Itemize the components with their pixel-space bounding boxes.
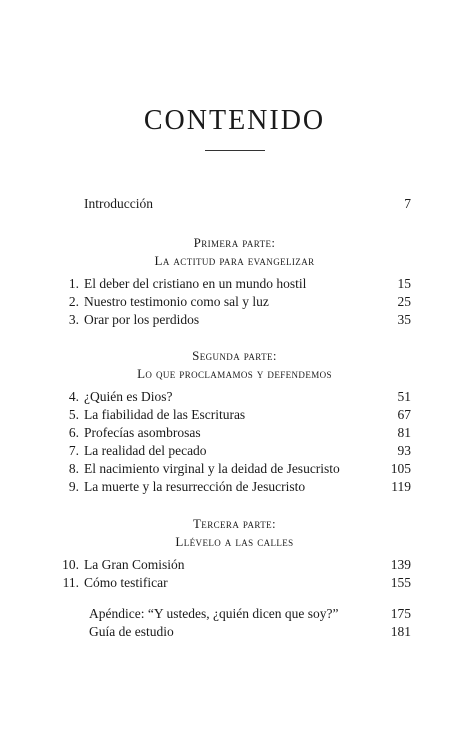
entry-page: 67 xyxy=(397,407,411,422)
part-1-subheading: La actitud para evangelizar xyxy=(154,253,315,268)
entry-number: 7. xyxy=(68,443,79,458)
toc-entry-chapter-9[interactable] xyxy=(0,477,469,497)
entry-page: 51 xyxy=(397,389,411,404)
toc-entry-chapter-2[interactable] xyxy=(0,292,469,312)
entry-page: 81 xyxy=(397,425,411,440)
entry-number: 1. xyxy=(68,276,79,291)
toc-entry-chapter-5[interactable] xyxy=(0,405,469,425)
entry-label: ¿Quién es Dios? xyxy=(84,389,173,404)
toc-entry-chapter-4[interactable] xyxy=(0,387,469,407)
entry-label: Nuestro testimonio como sal y luz xyxy=(84,294,269,309)
entry-number: 2. xyxy=(68,294,79,309)
entry-number: 5. xyxy=(68,407,79,422)
entry-page: 93 xyxy=(397,443,411,458)
toc-entry-chapter-10[interactable] xyxy=(0,555,469,575)
entry-page: 181 xyxy=(390,624,411,639)
entry-page: 139 xyxy=(390,557,411,572)
entry-page: 15 xyxy=(397,276,411,291)
toc-entry-chapter-7[interactable] xyxy=(0,441,469,461)
entry-label: Orar por los perdidos xyxy=(84,312,200,327)
toc-entry-study-guide[interactable] xyxy=(0,622,469,642)
toc-entry-appendix[interactable] xyxy=(0,604,469,624)
entry-label: Cómo testificar xyxy=(84,575,168,590)
entry-number: 3. xyxy=(68,312,79,327)
entry-page: 7 xyxy=(404,196,411,211)
entry-number: 10. xyxy=(62,557,79,572)
toc-entry-chapter-3[interactable] xyxy=(0,310,469,330)
toc-entry-intro[interactable] xyxy=(0,194,469,214)
entry-label: Guía de estudio xyxy=(89,624,174,639)
entry-page: 105 xyxy=(390,461,411,476)
entry-page: 35 xyxy=(397,312,411,327)
entry-label: El deber del cristiano en un mundo hostil xyxy=(84,276,307,291)
part-2-subheading: Lo que proclamamos y defendemos xyxy=(137,366,332,381)
toc-entry-chapter-11[interactable] xyxy=(0,573,469,593)
entry-number: 6. xyxy=(68,425,79,440)
entry-label: La realidad del pecado xyxy=(84,443,207,458)
entry-number: 11. xyxy=(62,575,79,590)
entry-label: La muerte y la resurrección de Jesucristo xyxy=(84,479,306,494)
entry-label: La Gran Comisión xyxy=(84,557,185,572)
part-3-subheading: Llévelo a las calles xyxy=(175,534,294,549)
entry-label: Profecías asombrosas xyxy=(84,425,201,440)
part-1-heading: Primera parte: xyxy=(193,235,276,250)
entry-page: 25 xyxy=(397,294,411,309)
toc-entry-chapter-1[interactable] xyxy=(0,274,469,294)
entry-number: 9. xyxy=(68,479,79,494)
toc-entry-chapter-8[interactable] xyxy=(0,459,469,479)
entry-page: 119 xyxy=(391,479,411,494)
entry-page: 155 xyxy=(390,575,411,590)
entry-label: La fiabilidad de las Escrituras xyxy=(84,407,246,422)
entry-label: Apéndice: “Y ustedes, ¿quién dicen que soy?” xyxy=(89,606,339,621)
entry-number: 4. xyxy=(68,389,79,404)
part-3-heading: Tercera parte: xyxy=(192,516,277,531)
title-rule xyxy=(205,150,265,151)
entry-page: 175 xyxy=(390,606,411,621)
entry-label: Introducción xyxy=(84,196,153,211)
part-2-heading: Segunda parte: xyxy=(192,348,277,363)
page-title: CONTENIDO xyxy=(143,105,326,136)
toc-entry-chapter-6[interactable] xyxy=(0,423,469,443)
entry-label: El nacimiento virginal y la deidad de Jesucristo xyxy=(84,461,340,476)
entry-number: 8. xyxy=(68,461,79,476)
